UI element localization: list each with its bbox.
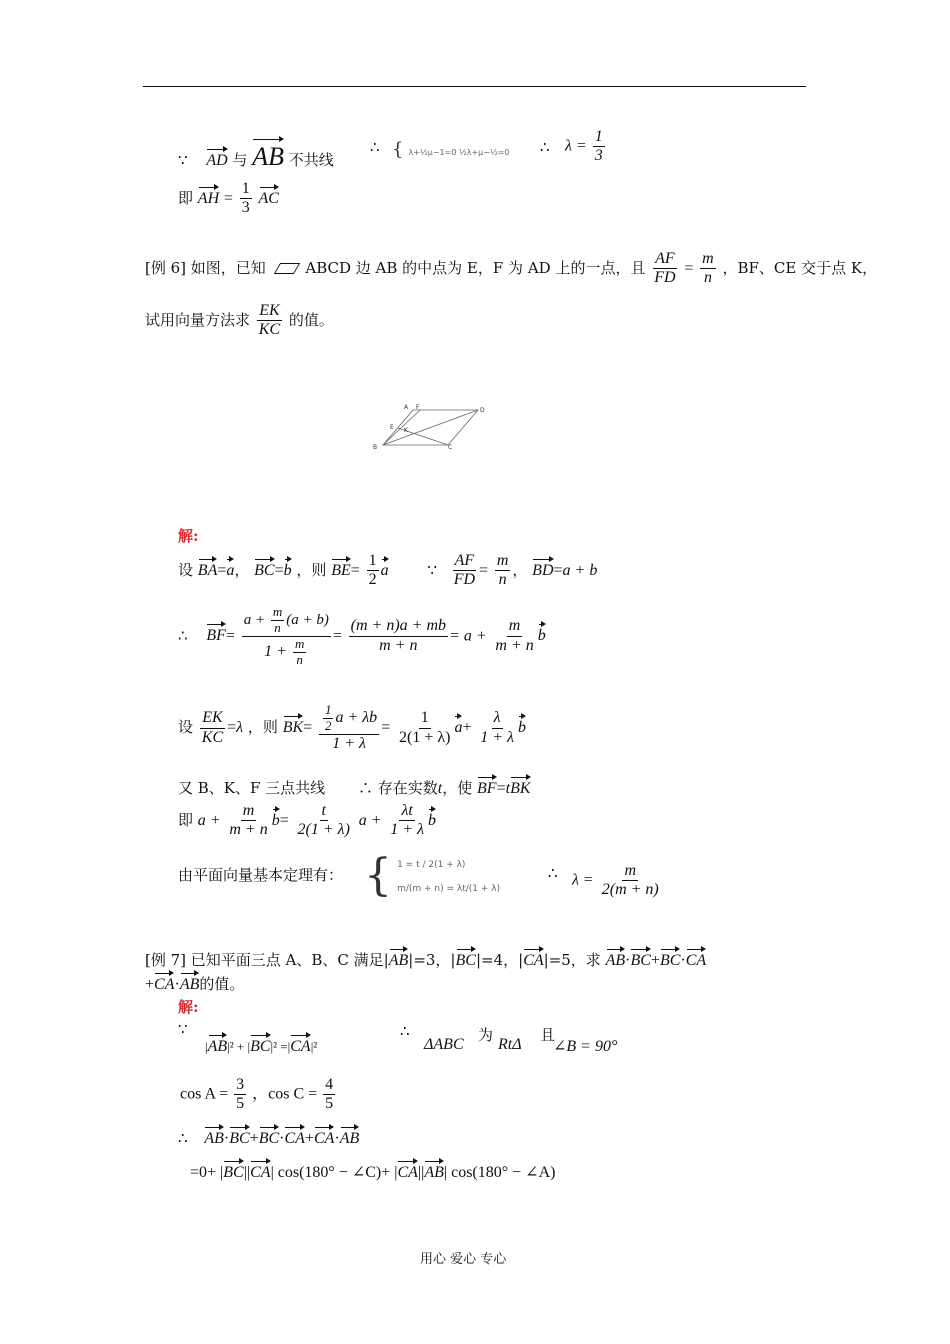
label-f: F [416, 404, 420, 411]
sol7-therefore: ∴ [400, 1022, 410, 1040]
sol6-step2: ∴ BF= a + $\frac{m}{n}$ (a + b) 1 + $\frac{m}{n}$ = $\frac{(m + n)a + mb}{m + n}$ = a + $\frac{m}{m + n}$ b [178, 604, 546, 667]
ex6-line2: 试用向量方法求 $\frac{EK}{KC}$ 的值。 [145, 302, 334, 339]
sol7-triangle: ΔABC [424, 1036, 464, 1053]
header-rule [143, 86, 806, 87]
sol7-final-1: ∴ AB·BC+BC·CA+CA·AB [178, 1124, 359, 1148]
page-footer: 用心 爱心 专心 [420, 1252, 507, 1267]
sol6-therefore: ∴ [548, 864, 558, 882]
sol6-step4: 又 B、K、F 三点共线 ∴ 存在实数t，使 BF=tBK [178, 774, 531, 798]
ex7-line1: [例 7] 已知平面三点 A、B、C 满足|AB|=3，|BC|=4，|CA|=5，求 AB·BC+BC·CA [145, 946, 706, 970]
label-a: A [404, 404, 409, 411]
sol7-pythagoras: |AB|² + |BC|² =|CA|² [205, 1032, 317, 1056]
lambda-result: λ = $\frac{1}{3}$ [565, 128, 603, 165]
label-k: K [404, 427, 408, 434]
solution-label: 解: [178, 527, 199, 545]
since-line: ∵ AD 与 AB 不共线 [178, 136, 334, 172]
therefore-2: ∴ [540, 138, 550, 156]
sol7-angle: ∠B = 90° [553, 1038, 618, 1055]
label-c: C [448, 444, 453, 451]
sol6-step1: 设 BA=a， BC=b ，则 BE= $\frac{1}{2}$ a ∵ $\frac{AF}{FD}$ = $\frac{m}{n}$ ， BD=a + b [178, 552, 598, 589]
sol6-system: { 1 = t / 2(1 + λ) m/(m + n) = λt/(1 + λ) [364, 850, 501, 901]
parallelogram-icon [273, 263, 299, 274]
label-b: B [373, 444, 378, 451]
solution7-label: 解: [178, 998, 199, 1016]
label-d: D [480, 407, 485, 414]
sol7-qie: 且 [540, 1026, 556, 1044]
ex6-line1: [例 6] 如图，已知 ABCD 边 AB 的中点为 E，F 为 AD 上的一点，且 $\frac{AF}{FD}$ = $\frac{m}{n}$ ，BF、CE 交于点 K， [145, 250, 878, 287]
ex7-line2: +CA·AB的值。 [145, 970, 244, 994]
sol6-lambda-result: λ = $\frac{m}{2(m + n)}$ [572, 862, 659, 899]
sol7-rt: RtΔ [498, 1036, 522, 1053]
sol6-step5: 即 a + $\frac{m}{m + n}$ b= $\frac{t}{2(1 + \lambda)}$ a + $\frac{\lambda t}{1 + \lambda}$ b [178, 802, 437, 839]
sol7-wei: 为 [478, 1026, 494, 1044]
label-e: E [390, 424, 394, 431]
small-system: { λ+½μ−1=0 ½λ+μ−½=0 [392, 139, 510, 160]
parallelogram-figure [368, 400, 488, 455]
sol7-final-2: =0+ |BC||CA| cos(180° − ∠C)+ |CA||AB| cos(180° − ∠A) [190, 1158, 555, 1182]
ah-line: 即 AH = $\frac{1}{3}$ AC [178, 180, 279, 217]
therefore-1: ∴ [370, 138, 380, 156]
sol6-step3: 设 $\frac{EK}{KC}$ =λ ，则 BK= $\frac{1}{2}$ a + λb 1 + λ = $\frac{1}{2(1 + \lambda)}$ a+ $\frac{\lambda}{1 + \lambda}$ b [178, 702, 526, 752]
sol7-cos: cos A = $\frac{3}{5}$ ，cos C = $\frac{4}{5}$ [180, 1076, 334, 1113]
sol7-since: ∵ [178, 1020, 188, 1038]
sol6-step6-text: 由平面向量基本定理有： [178, 866, 344, 884]
